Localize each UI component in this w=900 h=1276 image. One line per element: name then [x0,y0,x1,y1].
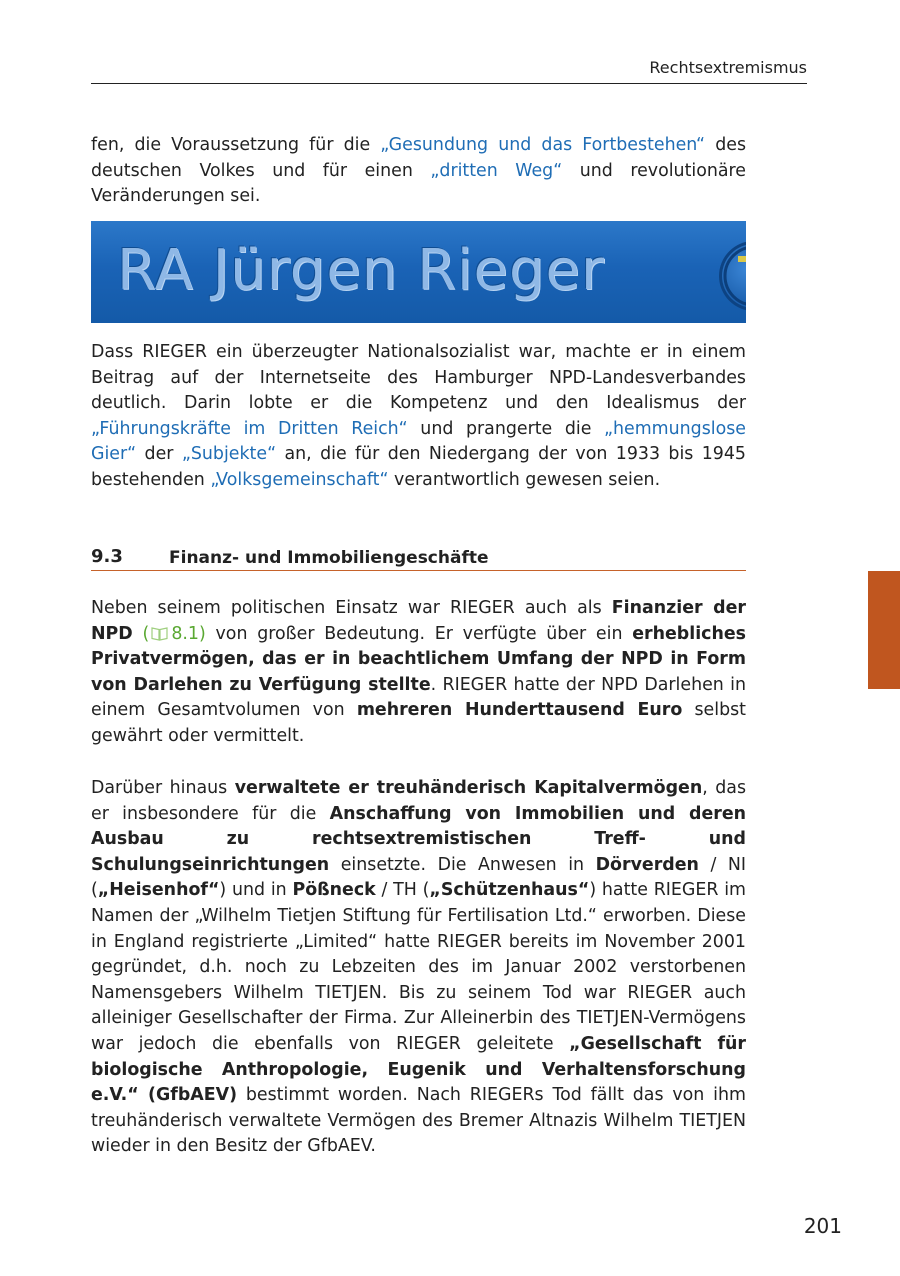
paragraph-nationalsozialist [91,340,746,494]
section-number: 9.3 [91,546,123,567]
text-run: und revolutionäre Veränderungen sei. [91,160,747,207]
paragraph-finanzier [91,596,746,750]
quote: „hemmungslose Gier“ [91,418,746,465]
text-run: Neben seinem politischen Einsatz war RIEGER auch als [91,598,612,618]
bold-text: Finanzier der NPD [91,598,746,644]
bold-text: „Schützenhaus“ [429,880,590,901]
quote: „Führungskräfte im Dritten Reich“ [91,418,408,439]
bold-text: Pößneck [292,880,376,901]
text-run: , das er insbesondere für die [91,778,747,824]
banner-text: RA Jürgen Rieger [117,238,606,303]
bold-text: verwaltete er treuhänderisch Kapitalvermögen [234,778,703,798]
text-run: einsetzte. Die Anwesen in [329,854,596,875]
quote: „Gesundung und das Fortbestehen“ [380,135,706,155]
bold-text: „Heisenhof“ [97,880,220,901]
bold-text: erhebliches Privatvermögen, das er in beachtlichem Umfang der NPD in Form von Darlehen zu Verfügung stellte [91,623,746,695]
cross-reference-link[interactable]: ( 8.1) [142,623,206,644]
text-run: / NI ( [91,854,746,901]
rieger-banner-image [91,221,746,323]
tietjen-logo-icon [719,241,746,311]
quote: „Subjekte“ [181,444,277,465]
quote: „dritten Weg“ [430,160,563,181]
text-run: . RIEGER hatte der NPD Darlehen in einem Gesamtvolumen von [91,674,746,721]
running-head: Rechtsextremismus [649,58,807,77]
text-run: des deutschen Volkes und für einen [91,135,746,181]
book-icon [151,626,168,641]
text-run: ) hatte RIEGER im Namen der „Wilhelm Tietjen Stiftung für Fertilisation Ltd.“ erworben. Diese in England registrierte „Limited“ hatte RIEGER bereits im November 2001 gegründet, d.h. noch zu Lebzeiten des im Januar 2002 verstorbenen Namensgebers Wilhelm TIETJEN. Bis zu seinem Tod war RIEGER auch alleiniger Gesellschafter der Firma. Zur Alleinerbin des TIETJEN-Vermögens war jedoch die ebenfalls von RIEGER geleitete [91,880,746,1054]
text-run: fen, die Voraussetzung für die [91,135,381,155]
text-run: ) und in [219,880,293,901]
quote: „Volksgemeinschaft“ [210,469,389,490]
text-run: bestimmt worden. Nach RIEGERs Tod fällt das von ihm treuhänderisch verwaltete Vermögen des Bremer Altnazis Wilhelm TIETJEN wieder in den Besitz der GfbAEV. [91,1085,746,1157]
text-run: und prangerte die [407,418,604,439]
section-title: Finanz- und Immobiliengeschäfte [169,548,489,568]
page-number: 201 [803,1214,842,1238]
paragraph-intro [91,133,746,210]
bold-text: Anschaffung von Immobilien und deren Ausbau zu rechtsextremistischen Treff- und Schulungseinrichtungen [91,803,747,875]
paragraph-treuhaender [91,776,746,1160]
bold-text: „Gesellschaft für biologische Anthropologie, Eugenik und Verhaltensforschung e.V.“ (GfbAEV) [91,1033,746,1106]
bold-text: mehreren Hunderttausend Euro [356,700,683,721]
cross-reference-text: 8.1) [171,623,206,644]
text-run: / TH ( [375,880,430,901]
text-run: verantwortlich gewesen seien. [388,469,661,490]
text-run: Darüber hinaus [91,778,235,798]
text-run: an, die für den Niedergang der von 1933 bis 1945 bestehenden [91,444,746,490]
bold-text: Dörverden [595,854,699,875]
section-heading [91,546,746,571]
text-run: Dass RIEGER ein überzeugter Nationalsozialist war, machte er in einem Beitrag auf der Internetseite des Hamburger NPD-Landesverbandes deutlich. Darin lobte er die Kompetenz und den Idealismus der [91,342,746,414]
chapter-side-tab [868,571,900,689]
text-run: der [136,444,182,465]
text-run: von großer Bedeutung. Er verfügte über ein [205,623,633,644]
text-run: selbst gewährt oder vermittelt. [91,700,746,746]
header-rule [91,83,807,84]
